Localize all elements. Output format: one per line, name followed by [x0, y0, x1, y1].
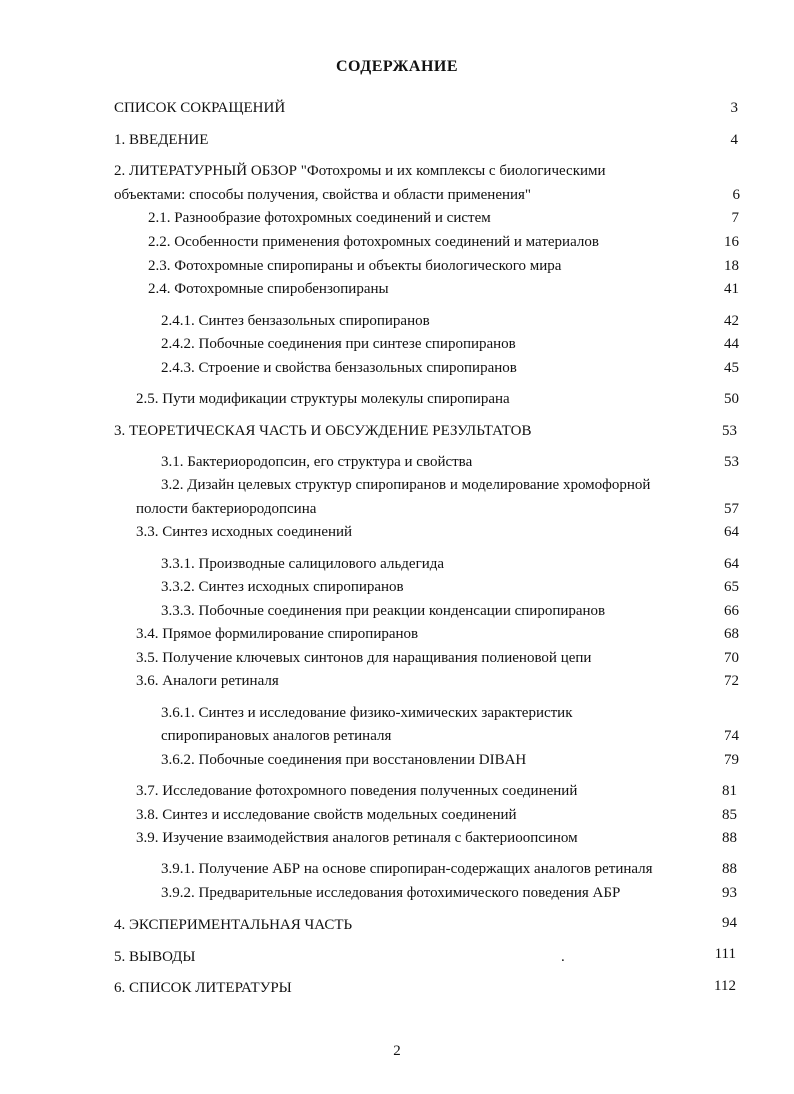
toc-page-number: 6: [732, 187, 740, 203]
toc-entry-2-4: 2.4. Фотохромные спиробензопираны: [148, 281, 389, 297]
toc-page-number: 3: [730, 100, 738, 116]
toc-entry-introduction: 1. ВВЕДЕНИЕ: [114, 132, 209, 148]
toc-entry-literature-review: 2. ЛИТЕРАТУРНЫЙ ОБЗОР "Фотохромы и их комплексы с биологическими: [114, 163, 606, 179]
toc-page-number: 93: [722, 885, 737, 901]
toc-page-number: 50: [724, 391, 739, 407]
toc-page-number: 16: [724, 234, 739, 250]
page-title: СОДЕРЖАНИЕ: [335, 58, 459, 75]
toc-entry-3-6-1: 3.6.1. Синтез и исследование физико-химических зарактеристик: [161, 705, 573, 721]
toc-entry-3-9: 3.9. Изучение взаимодействия аналогов ретиналя с бактериоопсином: [136, 830, 578, 846]
toc-page-number: 64: [724, 524, 739, 540]
toc-page-number: 111: [714, 946, 736, 962]
toc-entry-3-3-2: 3.3.2. Синтез исходных спиропиранов: [161, 579, 404, 595]
stray-mark: .: [561, 949, 565, 965]
toc-entry-references: 6. СПИСОК ЛИТЕРАТУРЫ: [114, 980, 292, 996]
toc-page-number: 79: [724, 752, 739, 768]
toc-page-number: 44: [724, 336, 739, 352]
toc-entry-3-6-2: 3.6.2. Побочные соединения при восстановлении DIBAH: [161, 752, 527, 768]
toc-entry-2-4-3: 2.4.3. Строение и свойства бензазольных спиропиранов: [161, 360, 517, 376]
toc-entry-3-7: 3.7. Исследование фотохромного поведения полученных соединений: [136, 783, 578, 799]
toc-entry-2-1: 2.1. Разнообразие фотохромных соединений и систем: [148, 210, 491, 226]
toc-page-number: 85: [722, 807, 737, 823]
toc-entry-3-9-1: 3.9.1. Получение АБР на основе спиропиран-содержащих аналогов ретиналя: [161, 861, 653, 877]
toc-page-number: 70: [724, 650, 739, 666]
toc-page-number: 53: [722, 423, 737, 439]
toc-page-number: 88: [722, 830, 737, 846]
toc-entry-2-5: 2.5. Пути модификации структуры молекулы спиропирана: [136, 391, 510, 407]
toc-entry-theoretical-part: 3. ТЕОРЕТИЧЕСКАЯ ЧАСТЬ И ОБСУЖДЕНИЕ РЕЗУЛЬТАТОВ: [114, 423, 532, 439]
toc-entry-abbreviations: СПИСОК СОКРАЩЕНИЙ: [114, 100, 286, 116]
toc-entry-2-3: 2.3. Фотохромные спиропираны и объекты биологического мира: [148, 258, 562, 274]
toc-entry-conclusions: 5. ВЫВОДЫ: [114, 949, 196, 965]
toc-page-number: 7: [731, 210, 739, 226]
toc-entry-experimental-part: 4. ЭКСПЕРИМЕНТАЛЬНАЯ ЧАСТЬ: [114, 917, 353, 933]
toc-entry-3-2: 3.2. Дизайн целевых структур спиропиранов и моделирование хромофорной: [161, 477, 651, 493]
page-number: 2: [393, 1043, 401, 1059]
toc-page-number: 45: [724, 360, 739, 376]
toc-entry-3-3-3: 3.3.3. Побочные соединения при реакции конденсации спиропиранов: [161, 603, 606, 619]
toc-page-number: 41: [724, 281, 739, 297]
toc-page-number: 57: [724, 501, 739, 517]
toc-page-number: 53: [724, 454, 739, 470]
toc-page-number: 18: [724, 258, 739, 274]
toc-entry-3-1: 3.1. Бактериородопсин, его структура и свойства: [161, 454, 473, 470]
toc-entry-3-3-1: 3.3.1. Производные салицилового альдегида: [161, 556, 445, 572]
toc-entry-3-8: 3.8. Синтез и исследование свойств модельных соединений: [136, 807, 517, 823]
toc-page-number: 88: [722, 861, 737, 877]
toc-entry-2-4-1: 2.4.1. Синтез бензазольных спиропиранов: [161, 313, 430, 329]
toc-page-number: 64: [724, 556, 739, 572]
toc-entry-3-3: 3.3. Синтез исходных соединений: [136, 524, 353, 540]
toc-entry-3-5: 3.5. Получение ключевых синтонов для наращивания полиеновой цепи: [136, 650, 592, 666]
toc-entry-2-4-2: 2.4.2. Побочные соединения при синтезе спиропиранов: [161, 336, 516, 352]
toc-page-number: 112: [714, 978, 736, 994]
toc-entry-3-9-2: 3.9.2. Предварительные исследования фотохимического поведения АБР: [161, 885, 621, 901]
toc-page-number: 42: [724, 313, 739, 329]
toc-page-number: 72: [724, 673, 739, 689]
toc-entry-2-2: 2.2. Особенности применения фотохромных соединений и материалов: [148, 234, 599, 250]
toc-page-number: 74: [724, 728, 739, 744]
toc-page-number: 66: [724, 603, 739, 619]
toc-page-number: 65: [724, 579, 739, 595]
toc-entry-3-4: 3.4. Прямое формилирование спиропиранов: [136, 626, 419, 642]
toc-entry-3-6: 3.6. Аналоги ретиналя: [136, 673, 279, 689]
toc-entry-3-2-cont: полости бактериородопсина: [136, 501, 317, 517]
toc-page-number: 94: [722, 915, 737, 931]
toc-page-number: 68: [724, 626, 739, 642]
toc-entry-3-6-1-cont: спиропирановых аналогов ретиналя: [161, 728, 392, 744]
toc-page-number: 81: [722, 783, 737, 799]
toc-entry-literature-review-cont: объектами: способы получения, свойства и области применения": [114, 187, 532, 203]
toc-page-number: 4: [730, 132, 738, 148]
